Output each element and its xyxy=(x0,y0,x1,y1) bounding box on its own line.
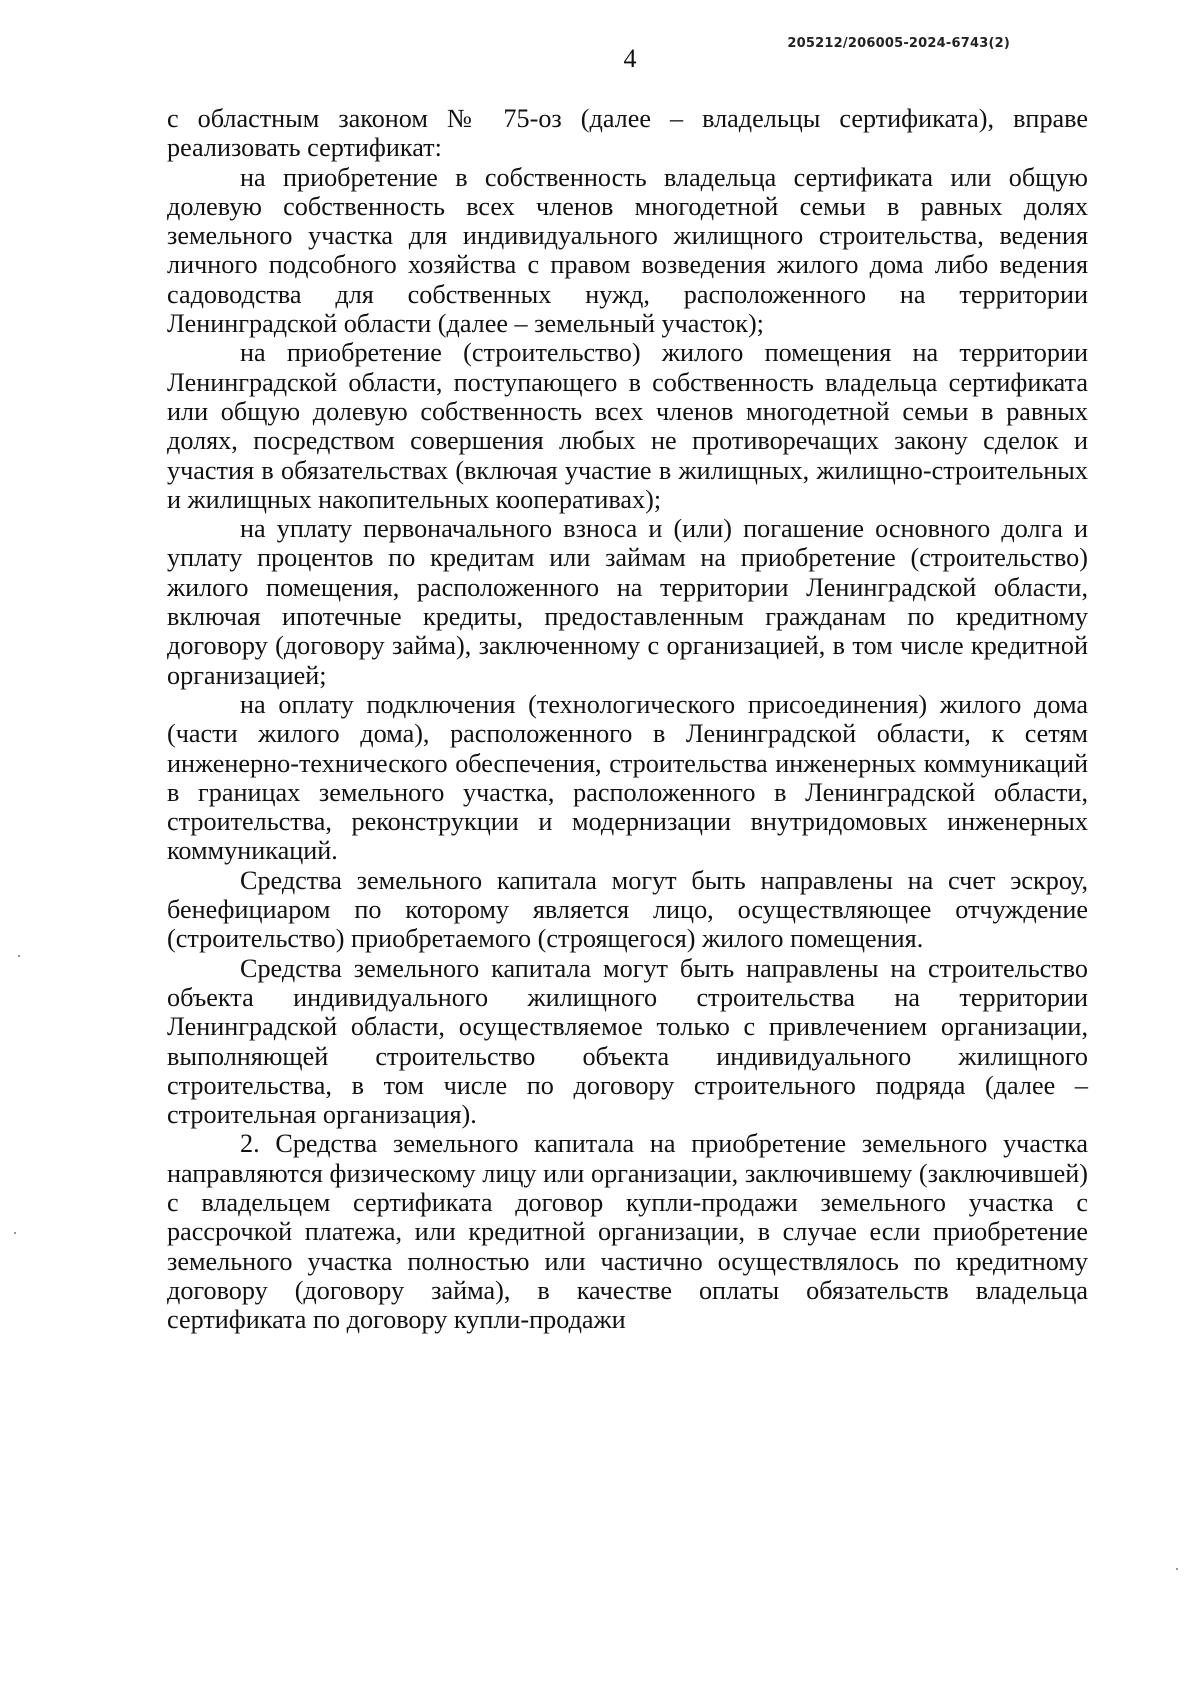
scan-speck xyxy=(18,955,20,957)
scan-speck xyxy=(1176,1568,1178,1570)
paragraph-section-2: 2. Средства земельного капитала на приобретение земельного участка направляются физическому лицу или организации, заключившему (заключившей) с владельцем сертификата договор купли-продажи земельного участка с рассрочкой платежа, или кредитной организации, в случае если приобретение земельного участка полностью или частично осуществлялось по кредитному договору (договору займа), в качестве оплаты обязательств владельца сертификата по договору купли-продажи xyxy=(167,1129,1088,1335)
paragraph-land-plot: на приобретение в собственность владельца сертификата или общую долевую собственность всех членов многодетной семьи в равных долях земельного участка для индивидуального жилищного строительства, ведения личного подсобного хозяйства с правом возведения жилого дома либо ведения садоводства для собственных нужд, расположенного на территории Ленинградской области (далее – земельный участок); xyxy=(167,162,1088,339)
paragraph-escrow: Средства земельного капитала могут быть направлены на счет эскроу, бенефициаром по которому является лицо, осуществляющее отчуждение (строительство) приобретаемого (строящегося) жилого помещения. xyxy=(167,865,1088,954)
paragraph-loan-payment: на уплату первоначального взноса и (или) погашение основного долга и уплату процентов по кредитам или займам на приобретение (строительство) жилого помещения, расположенного на территории Ленинградской области, включая ипотечные кредиты, предоставленным гражданам по кредитному договору (договору займа), заключенному с организацией, в том числе кредитной организацией; xyxy=(167,514,1088,690)
paragraph-utility-connection: на оплату подключения (технологического присоединения) жилого дома (части жилого дома), расположенного в Ленинградской области, к сетям инженерно-технического обеспечения, строительства инженерных коммуникаций в границах земельного участка, расположенного в Ленинградской области, строительства, реконструкции и модернизации внутридомовых инженерных коммуникаций. xyxy=(167,689,1088,866)
page-number: 4 xyxy=(623,44,637,73)
paragraph-construction: Средства земельного капитала могут быть направлены на строительство объекта индивидуального жилищного строительства на территории Ленинградской области, осуществляемое только с привлечением организации, выполняющей строительство объекта индивидуального жилищного строительства, в том числе по договору строительного подряда (далее – строительная организация). xyxy=(167,953,1088,1130)
scan-speck xyxy=(14,1232,16,1234)
paragraph-housing-acquisition: на приобретение (строительство) жилого помещения на территории Ленинградской области, поступающего в собственность владельца сертификата или общую долевую собственность всех членов многодетной семьи в равных долях, посредством совершения любых не противоречащих закону сделок и участия в обязательствах (включая участие в жилищных, жилищно-строительных и жилищных накопительных кооперативах); xyxy=(167,338,1088,514)
document-number: 205212/206005-2024-6743(2) xyxy=(787,36,1010,51)
document-body xyxy=(167,104,1088,1334)
paragraph-continuation: с областным законом № 75-оз (далее – владельцы сертификата), вправе реализовать сертификат: xyxy=(167,104,1088,163)
